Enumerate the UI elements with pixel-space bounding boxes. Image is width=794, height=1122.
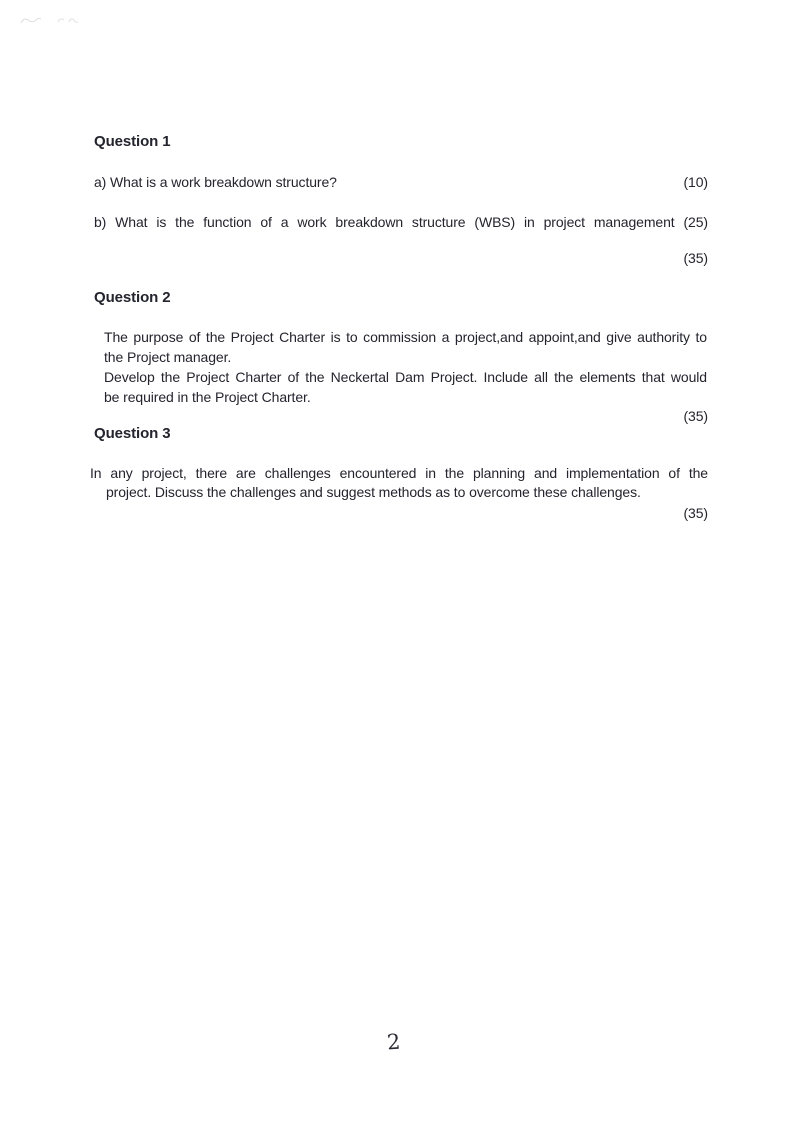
question-1-part-b-marks: (25) — [683, 214, 708, 230]
question-1-part-a-marks: (10) — [683, 174, 708, 190]
question-3-total-marks: (35) — [683, 505, 708, 521]
question-1-part-b-text: b) What is the function of a work breakdown structure (WBS) in project management — [94, 214, 675, 230]
question-3-line-1: In any project, there are challenges encountered in the planning and implementation of the — [90, 465, 708, 481]
question-3-line-2: project. Discuss the challenges and suggest methods as to overcome these challenges. — [106, 484, 641, 500]
question-2-body — [104, 327, 707, 407]
question-1-part-b — [94, 212, 708, 232]
question-2-line-3: Develop the Project Charter of the Neckertal Dam Project. Include all the elements that would — [104, 369, 707, 385]
question-1-part-a — [94, 172, 708, 192]
question-1-total-marks: (35) — [683, 250, 708, 266]
page-number — [0, 1030, 788, 1054]
question-2-line-2: the Project manager. — [104, 349, 232, 365]
question-2-line-1: The purpose of the Project Charter is to commission a project,and appoint,and give authority to — [104, 329, 707, 345]
question-2-line-4: be required in the Project Charter. — [104, 389, 311, 405]
page-number-value: 2 — [386, 1029, 402, 1055]
question-3-heading: Question 3 — [94, 425, 171, 442]
pencil-scribble-mark — [18, 12, 84, 30]
question-1-part-a-text: a) What is a work breakdown structure? — [94, 174, 337, 190]
question-2-total-marks: (35) — [683, 408, 708, 424]
question-1-heading: Question 1 — [94, 133, 171, 150]
question-2-heading: Question 2 — [94, 289, 171, 306]
